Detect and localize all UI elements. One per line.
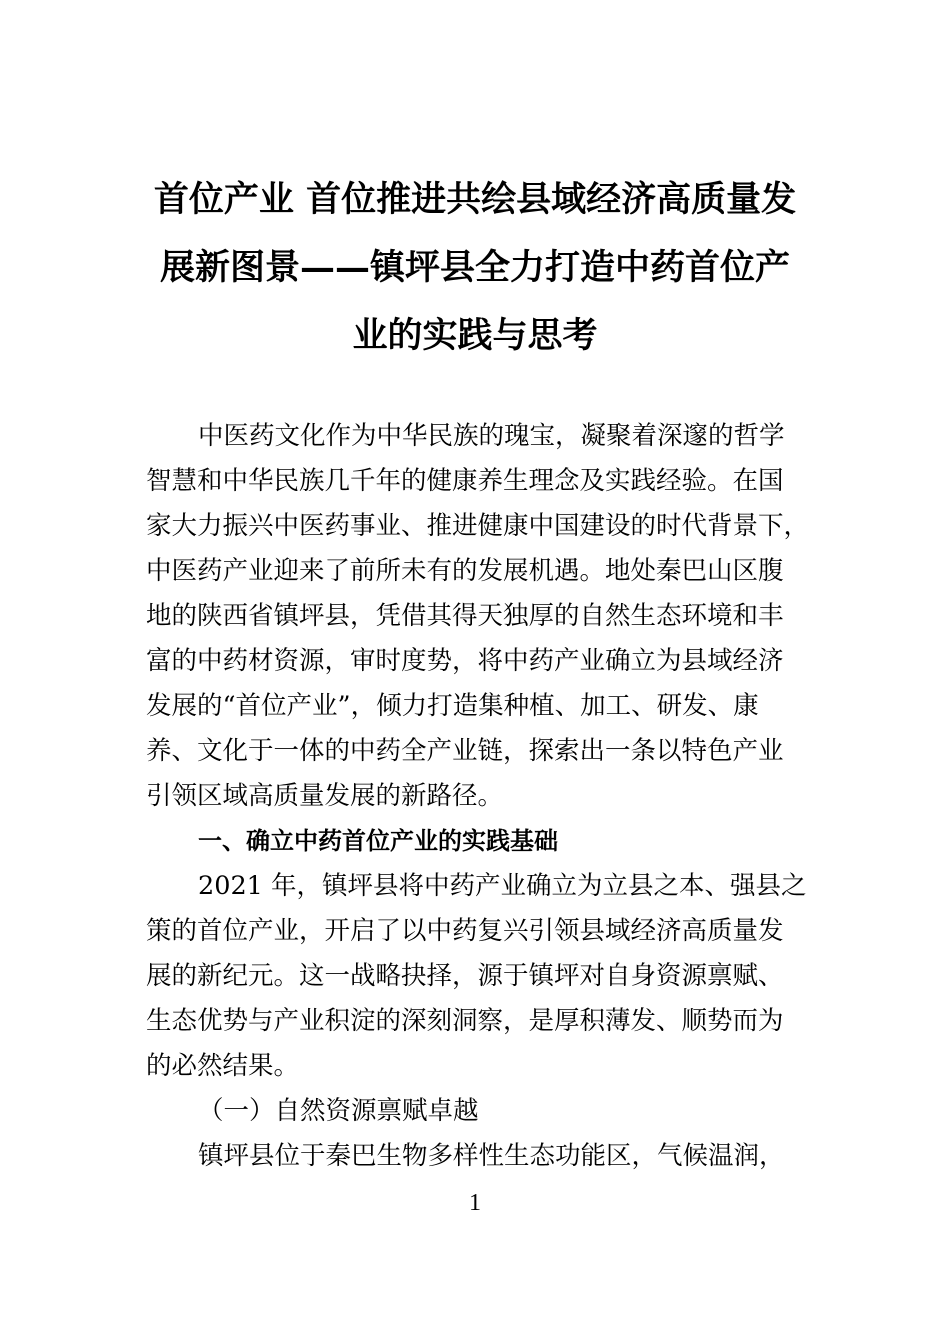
intro-line: 家大力振兴中医药事业、推进健康中国建设的时代背景下， (146, 511, 810, 541)
document-title (120, 166, 830, 370)
intro-line: 地的陕西省镇坪县，凭借其得天独厚的自然生态环境和丰 (146, 601, 784, 631)
intro-line: 养、文化于一体的中药全产业链，探索出一条以特色产业 (146, 736, 784, 766)
section-line: 生态优势与产业积淀的深刻洞察，是厚积薄发、顺势而为 (146, 1006, 784, 1036)
section-line: 的必然结果。 (146, 1051, 300, 1081)
intro-line: 中医药文化作为中华民族的瑰宝，凝聚着深邃的哲学 (198, 421, 785, 451)
title-line: 业的实践与思考 (352, 315, 598, 356)
title-line: 展新图景——镇坪县全力打造中药首位产 (159, 247, 790, 288)
intro-line: 富的中药材资源，审时度势，将中药产业确立为县域经济 (146, 646, 784, 676)
subsection-line: 镇坪县位于秦巴生物多样性生态功能区，气候温润， (198, 1141, 785, 1171)
section-line: 策的首位产业，开启了以中药复兴引领县域经济高质量发 (146, 916, 784, 946)
body-text (146, 414, 810, 1179)
section-line: 2021 年，镇坪县将中药产业确立为立县之本、强县之 (198, 871, 807, 901)
intro-line: 智慧和中华民族几千年的健康养生理念及实践经验。在国 (146, 466, 784, 496)
subsection-heading: （一）自然资源禀赋卓越 (198, 1096, 479, 1126)
intro-line: 发展的“首位产业”，倾力打造集种植、加工、研发、康 (146, 691, 759, 721)
intro-line: 中医药产业迎来了前所未有的发展机遇。地处秦巴山区腹 (146, 556, 784, 586)
title-line: 首位产业 首位推进共绘县域经济高质量发 (153, 179, 797, 220)
section-line: 展的新纪元。这一战略抉择，源于镇坪对自身资源禀赋、 (146, 961, 784, 991)
page-number: 1 (469, 1190, 481, 1216)
section-heading: 一、确立中药首位产业的实践基础 (198, 827, 558, 855)
intro-line: 引领区域高质量发展的新路径。 (146, 781, 504, 811)
